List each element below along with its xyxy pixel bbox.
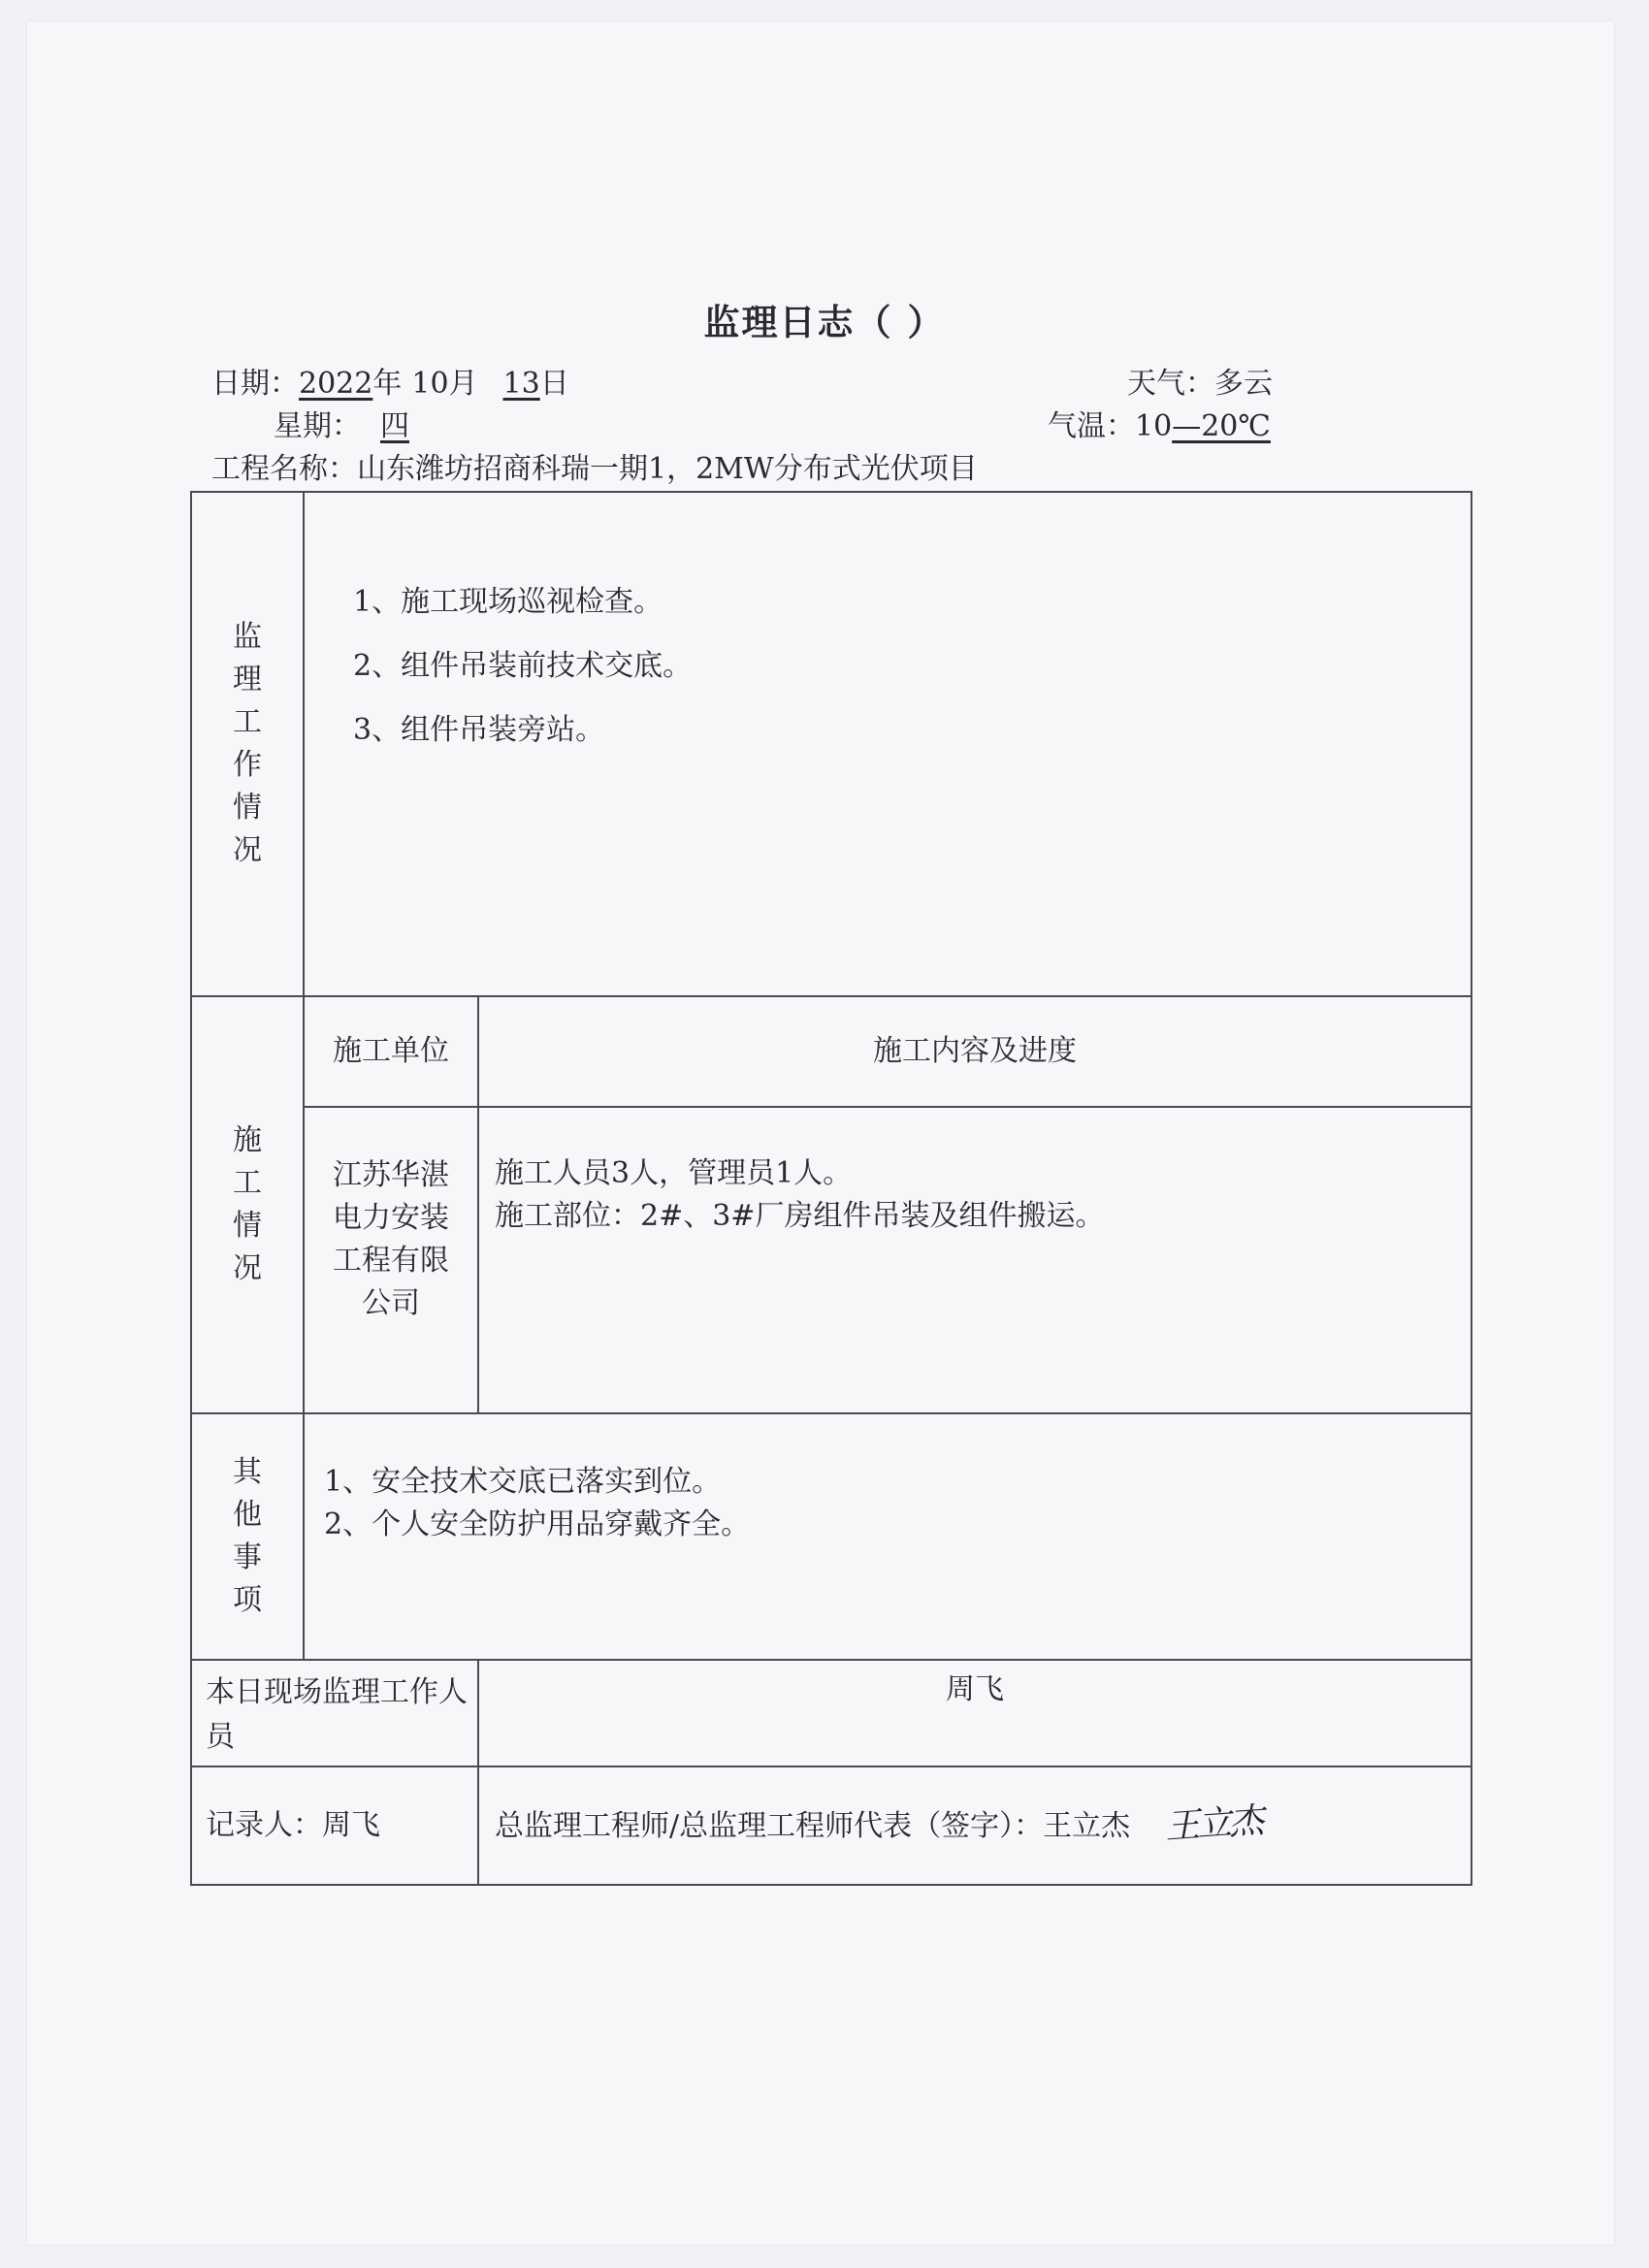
construction-detail-row xyxy=(191,1107,1471,1413)
weekday-label: 星期： xyxy=(274,409,361,443)
chief-engineer-label: 总监理工程师/总监理工程师代表（签字）：王立杰 xyxy=(495,1809,1131,1843)
month-unit: 月 xyxy=(448,367,478,401)
date-day: 13 xyxy=(502,367,540,401)
temperature-range: —20℃ xyxy=(1172,409,1271,443)
day-unit: 日 xyxy=(539,367,569,401)
other-item: 1、安全技术交底已落实到位。 xyxy=(324,1465,722,1499)
staff-label: 本日现场监理工作人员 xyxy=(191,1660,478,1766)
construction-label: 施 工 情 况 xyxy=(191,996,304,1413)
project-name: 山东潍坊招商科瑞一期1，2MW分布式光伏项目 xyxy=(357,452,978,486)
supervision-label: 监 理 工 作 情 况 xyxy=(191,492,304,996)
date-day-field xyxy=(478,367,540,401)
supervision-log-table xyxy=(190,491,1472,1886)
project-line xyxy=(211,450,978,489)
other-row xyxy=(191,1413,1471,1660)
supervision-item: 2、组件吊装前技术交底。 xyxy=(353,649,693,683)
progress-line: 施工人员3人，管理员1人。 xyxy=(495,1156,853,1190)
construction-content-header: 施工内容及进度 xyxy=(478,996,1471,1107)
construction-unit-header: 施工单位 xyxy=(304,996,478,1107)
supervision-item: 3、组件吊装旁站。 xyxy=(353,713,605,747)
construction-header-row xyxy=(191,996,1471,1107)
signature-row xyxy=(191,1766,1471,1885)
weather-line xyxy=(1127,365,1273,404)
other-items xyxy=(304,1413,1471,1660)
weather-value: 多云 xyxy=(1214,367,1273,401)
weekday-value: 四 xyxy=(380,409,409,443)
temperature-low: 10 xyxy=(1135,409,1173,443)
date-label: 日期： xyxy=(211,367,299,401)
supervision-item: 1、施工现场巡视检查。 xyxy=(353,585,663,619)
page-title: 监理日志（ ） xyxy=(703,302,946,343)
weekday-field xyxy=(361,409,417,443)
weekday-line xyxy=(274,407,417,446)
temperature-label: 气温： xyxy=(1048,409,1135,443)
date-month: 10 xyxy=(411,367,449,401)
recorder: 记录人：周飞 xyxy=(191,1766,478,1885)
construction-company: 江苏华湛 电力安装 工程有限 公司 xyxy=(304,1107,478,1413)
date-year: 2022 xyxy=(299,367,373,401)
other-item: 2、个人安全防护用品穿戴齐全。 xyxy=(324,1507,751,1541)
construction-progress xyxy=(478,1107,1471,1413)
supervision-items xyxy=(304,492,1471,996)
handwritten-signature: 王立杰 xyxy=(1163,1800,1263,1848)
staff-name: 周飞 xyxy=(478,1660,1471,1766)
supervision-row xyxy=(191,492,1471,996)
temperature-line xyxy=(1048,407,1271,446)
date-line xyxy=(211,365,569,404)
chief-engineer-signature-cell xyxy=(478,1766,1471,1885)
progress-line: 施工部位：2#、3#厂房组件吊装及组件搬运。 xyxy=(495,1199,1105,1233)
staff-row xyxy=(191,1660,1471,1766)
year-unit: 年 xyxy=(372,367,403,401)
other-label: 其 他 事 项 xyxy=(191,1413,304,1660)
project-label: 工程名称： xyxy=(211,452,357,486)
weather-label: 天气： xyxy=(1127,367,1214,401)
